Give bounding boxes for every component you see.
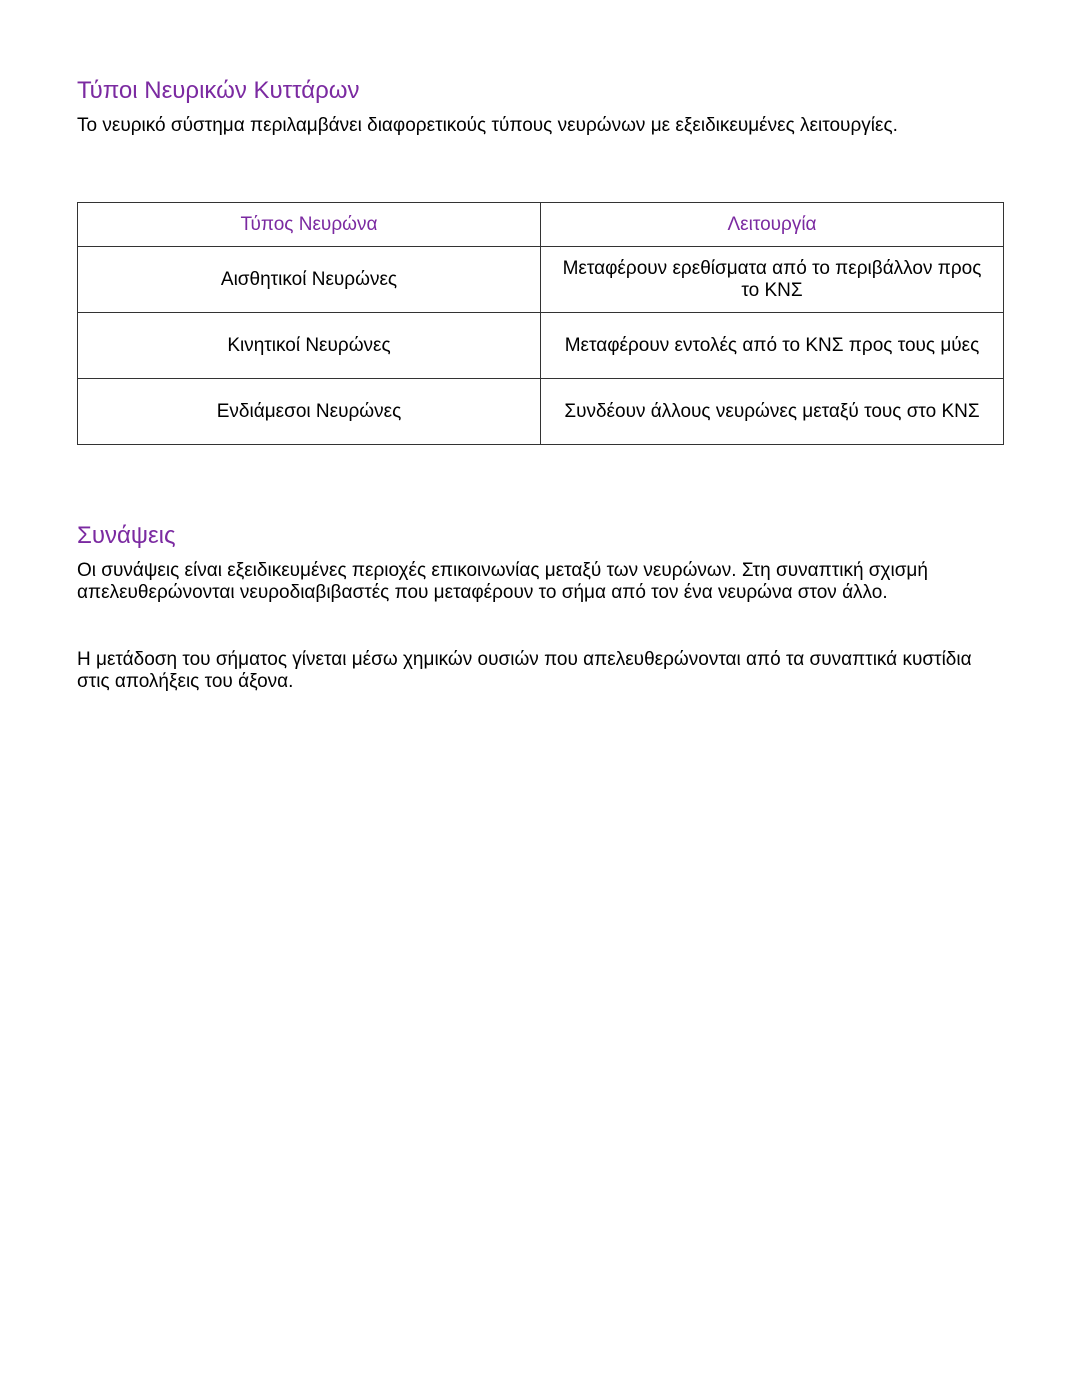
synapses-paragraph-2: Η μετάδοση του σήματος γίνεται μέσω χημικών ουσιών που απελευθερώνονται από τα συναπτικά κυστίδια στις απολήξεις του άξονα. bbox=[77, 649, 972, 692]
table-cell-type: Αισθητικοί Νευρώνες bbox=[78, 247, 541, 313]
table-cell-function: Μεταφέρουν ερεθίσματα από το περιβάλλον προς το ΚΝΣ bbox=[541, 247, 1004, 313]
synapses-paragraph-1: Οι συνάψεις είναι εξειδικευμένες περιοχές επικοινωνίας μεταξύ των νευρώνων. Στη συναπτική σχισμή απελευθερώνονται νευροδιαβιβαστές που μεταφέρουν το σήμα από τον ένα νευρώνα στον άλλο. bbox=[77, 560, 928, 603]
table-cell-function: Συνδέουν άλλους νευρώνες μεταξύ τους στο ΚΝΣ bbox=[541, 379, 1004, 445]
table-cell-type: Ενδιάμεσοι Νευρώνες bbox=[78, 379, 541, 445]
column-header-type: Τύπος Νευρώνα bbox=[78, 203, 541, 247]
intro-paragraph: Το νευρικό σύστημα περιλαμβάνει διαφορετικούς τύπους νευρώνων με εξειδικευμένες λειτουργίες. bbox=[77, 115, 898, 136]
section-title-neuron-types: Τύποι Νευρικών Κυττάρων bbox=[77, 77, 360, 104]
table-row bbox=[78, 313, 1004, 379]
section-title-synapses: Συνάψεις bbox=[77, 522, 176, 549]
neuron-types-table bbox=[77, 202, 1004, 445]
table-cell-function: Μεταφέρουν εντολές από το ΚΝΣ προς τους μύες bbox=[541, 313, 1004, 379]
table-cell-type: Κινητικοί Νευρώνες bbox=[78, 313, 541, 379]
table-row bbox=[78, 379, 1004, 445]
table-header-row bbox=[78, 203, 1004, 247]
table-row bbox=[78, 247, 1004, 313]
column-header-function: Λειτουργία bbox=[541, 203, 1004, 247]
